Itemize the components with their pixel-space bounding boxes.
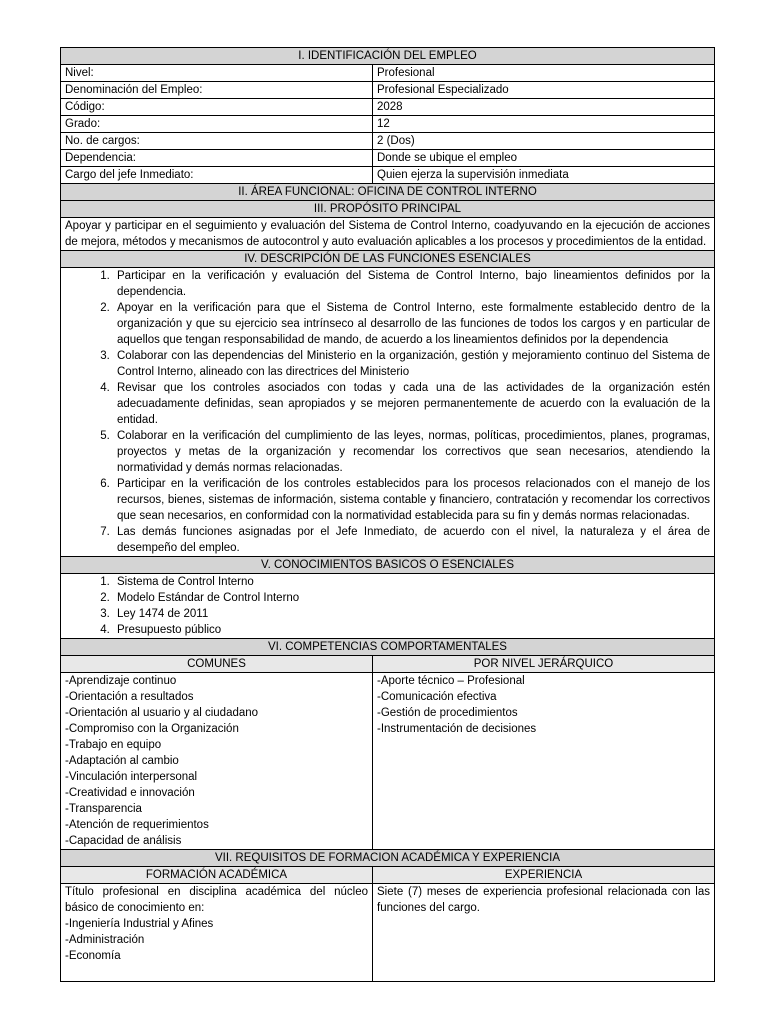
nivel-list bbox=[377, 673, 710, 737]
knowledge-list bbox=[65, 574, 710, 638]
formacion-header: FORMACIÓN ACADÉMICA bbox=[61, 867, 373, 884]
list-item: -Orientación a resultados bbox=[65, 691, 194, 703]
field-label: Nivel: bbox=[61, 65, 373, 82]
list-item: 3. Colaborar con las dependencias del Ministerio en la organización, gestión y mejoramiento continuo del Sistema de Control Interno, alineado con las directrices del Ministerio bbox=[113, 348, 710, 380]
formacion-cell bbox=[61, 884, 373, 982]
list-item: -Comunicación efectiva bbox=[377, 691, 497, 703]
field-value: 12 bbox=[373, 116, 715, 133]
list-item: 2. Modelo Estándar de Control Interno bbox=[113, 590, 710, 606]
table-row bbox=[61, 82, 715, 99]
field-value: 2 (Dos) bbox=[373, 133, 715, 150]
table-row bbox=[61, 99, 715, 116]
formacion-title: Título profesional en disciplina académica del núcleo básico de conocimiento en: bbox=[65, 886, 368, 914]
section-4-header: IV. DESCRIPCIÓN DE LAS FUNCIONES ESENCIALES bbox=[61, 251, 715, 268]
list-item: 4. Revisar que los controles asociados con todas y cada una de las actividades de la organización estén adecuadamente definidas, sean apropiados y se mejoren permanentemente de acuerdo con la evaluación de la entidad. bbox=[113, 380, 710, 428]
field-label: Código: bbox=[61, 99, 373, 116]
list-item: -Creatividad e innovación bbox=[65, 787, 195, 799]
comunes-header: COMUNES bbox=[61, 656, 373, 673]
field-value: Profesional Especializado bbox=[373, 82, 715, 99]
list-item: -Atención de requerimientos bbox=[65, 819, 209, 831]
table-row bbox=[61, 65, 715, 82]
formacion-item: -Administración bbox=[65, 934, 145, 946]
list-item: 7. Las demás funciones asignadas por el Jefe Inmediato, de acuerdo con el nivel, la naturaleza y el área de desempeño del empleo. bbox=[113, 524, 710, 556]
formacion-item: -Ingeniería Industrial y Afines bbox=[65, 918, 214, 930]
experiencia-header: EXPERIENCIA bbox=[373, 867, 715, 884]
list-item: 1. Participar en la verificación y evaluación del Sistema de Control Interno, bajo lineamientos definidos por la dependencia. bbox=[113, 268, 710, 300]
list-item: -Compromiso con la Organización bbox=[65, 723, 239, 735]
section-1-header: I. IDENTIFICACIÓN DEL EMPLEO bbox=[61, 48, 715, 65]
section-2-header: II. ÁREA FUNCIONAL: OFICINA DE CONTROL INTERNO bbox=[61, 184, 715, 201]
table-row bbox=[61, 116, 715, 133]
list-item: 5. Colaborar en la verificación del cumplimiento de las leyes, normas, políticas, procedimientos, planes, programas, proyectos y metas de la organización y recomendar los correctivos que sean necesarios, atendiendo la normatividad y demás normas relacionadas. bbox=[113, 428, 710, 476]
field-value: Donde se ubique el empleo bbox=[373, 150, 715, 167]
field-label: Dependencia: bbox=[61, 150, 373, 167]
list-item: 4. Presupuesto público bbox=[113, 622, 710, 638]
functions-list bbox=[65, 268, 710, 556]
job-description-table bbox=[60, 47, 715, 982]
purpose-text: Apoyar y participar en el seguimiento y evaluación del Sistema de Control Interno, coadyuvando en la ejecución de acciones de mejora, métodos y mecanismos de autocontrol y auto evaluación aplicables a los procesos y procedimientos de la entidad. bbox=[61, 218, 715, 251]
list-item: -Aprendizaje continuo bbox=[65, 675, 177, 687]
list-item: 1. Sistema de Control Interno bbox=[113, 574, 710, 590]
list-item: 3. Ley 1474 de 2011 bbox=[113, 606, 710, 622]
field-label: No. de cargos: bbox=[61, 133, 373, 150]
list-item: -Transparencia bbox=[65, 803, 142, 815]
list-item: 2. Apoyar en la verificación para que el Sistema de Control Interno, este formalmente establecido dentro de la organización y que su ejercicio sea intrínseco al desarrollo de las funciones de todos los cargos y en particular de aquellos que tengan responsabilidad de mando, de acuerdo a los lineamientos definidos por la dependencia bbox=[113, 300, 710, 348]
formacion-item: -Economía bbox=[65, 950, 121, 962]
list-item: -Capacidad de análisis bbox=[65, 835, 182, 847]
field-value: Profesional bbox=[373, 65, 715, 82]
field-label: Grado: bbox=[61, 116, 373, 133]
list-item: -Trabajo en equipo bbox=[65, 739, 162, 751]
experiencia-text: Siete (7) meses de experiencia profesional relacionada con las funciones del cargo. bbox=[377, 886, 710, 914]
nivel-cell bbox=[373, 673, 715, 850]
field-value: 2028 bbox=[373, 99, 715, 116]
list-item: -Vinculación interpersonal bbox=[65, 771, 198, 783]
section-5-header: V. CONOCIMIENTOS BASICOS O ESENCIALES bbox=[61, 557, 715, 574]
table-row bbox=[61, 150, 715, 167]
list-item: -Adaptación al cambio bbox=[65, 755, 179, 767]
list-item: 6. Participar en la verificación de los controles establecidos para los procesos relacionados con el manejo de los recursos, bienes, sistemas de información, sistema contable y financiero, contratación y recomendar los correctivos que sean necesarios, en conformidad con la normatividad establecida para su fin y demás normas relacionadas. bbox=[113, 476, 710, 524]
field-label: Denominación del Empleo: bbox=[61, 82, 373, 99]
comunes-list bbox=[65, 673, 368, 849]
comunes-cell bbox=[61, 673, 373, 850]
section-7-header: VII. REQUISITOS DE FORMACION ACADÉMICA Y EXPERIENCIA bbox=[61, 850, 715, 867]
list-item: -Gestión de procedimientos bbox=[377, 707, 518, 719]
knowledge-cell bbox=[61, 574, 715, 639]
functions-cell bbox=[61, 268, 715, 557]
experiencia-cell bbox=[373, 884, 715, 982]
nivel-header: POR NIVEL JERÁRQUICO bbox=[373, 656, 715, 673]
list-item: -Orientación al usuario y al ciudadano bbox=[65, 707, 259, 719]
list-item: -Instrumentación de decisiones bbox=[377, 723, 537, 735]
section-6-header: VI. COMPETENCIAS COMPORTAMENTALES bbox=[61, 639, 715, 656]
table-row bbox=[61, 167, 715, 184]
table-row bbox=[61, 133, 715, 150]
field-value: Quien ejerza la supervisión inmediata bbox=[373, 167, 715, 184]
field-label: Cargo del jefe Inmediato: bbox=[61, 167, 373, 184]
list-item: -Aporte técnico – Profesional bbox=[377, 675, 525, 687]
section-3-header: III. PROPÓSITO PRINCIPAL bbox=[61, 201, 715, 218]
